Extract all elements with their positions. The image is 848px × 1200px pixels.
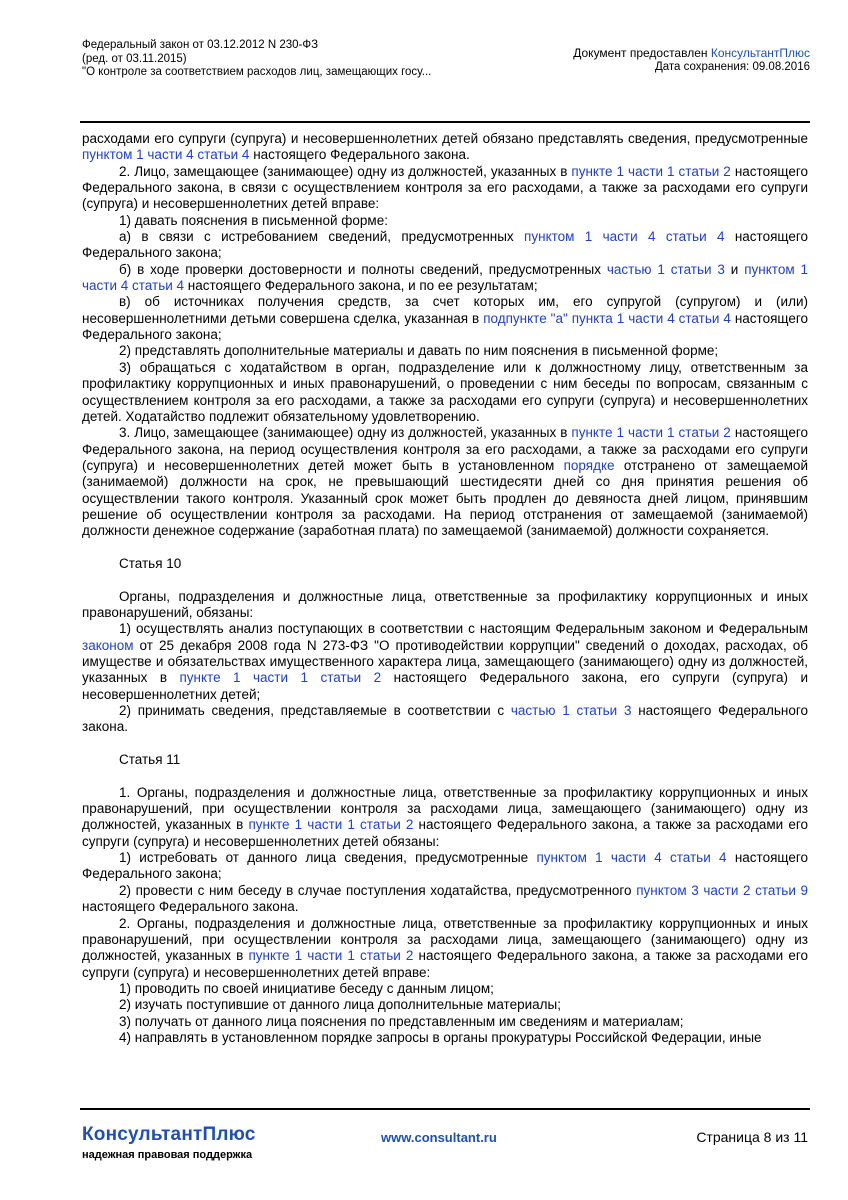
footer-brand-block [82,1124,256,1161]
paragraph: 1. Органы, подразделения и должностные лица, ответственные за профилактику коррупционных и иных правонарушений, при осуществлении контроля за расходами лица, замещающего (занимающего) одну из должностей, указанных в пункте 1 части 1 статьи 2 настоящего Федерального закона, а также за расходами его супруги (супруга) и несовершеннолетних детей обязаны: [82,784,808,849]
document-header-left [82,39,431,80]
document-header-right [573,46,810,74]
header-divider [80,121,810,123]
paragraph: 2) принимать сведения, представляемые в соответствии с частью 1 статьи 3 настоящего Федерального закона. [82,703,808,735]
footer-website-link[interactable]: www.consultant.ru [381,1130,497,1145]
cross-reference-link[interactable]: частью 1 статьи 3 [606,261,725,277]
law-title-line: Федеральный закон от 03.12.2012 N 230-ФЗ [82,39,319,51]
paragraph: 3) обращаться с ходатайством в орган, подразделение или к должностному лицу, ответственным за профилактику коррупционных и иных правонарушений, о проведении с ним беседы по вопросам, связанным с осуществлением контроля за его расходами, а также за расходами его супруги (супруга) и несовершеннолетних детей. Ходатайство подлежит обязательному удовлетворению. [82,359,808,424]
article-11-heading: Статья 11 [119,752,181,768]
paragraph: б) в ходе проверки достоверности и полноты сведений, предусмотренных частью 1 статьи 3 и пунктом 1 части 4 статьи 4 настоящего Федерального закона, и по ее результатам; [82,261,808,294]
law-edition-line: (ред. от 03.11.2015) [82,52,187,65]
page-number: Страница 8 из 11 [696,1129,808,1145]
paragraph: 2) изучать поступившие от данного лица дополнительные материалы; [119,997,561,1013]
footer-brand-logo: КонсультантПлюс [82,1124,256,1145]
cross-reference-link[interactable]: пунктом 3 части 2 статьи 9 [636,882,808,898]
paragraph: 2) представлять дополнительные материалы и давать по ним пояснения в письменной форме; [119,343,719,359]
paragraph: а) в связи с истребованием сведений, предусмотренных пунктом 1 части 4 статьи 4 настоящего Федерального закона; [82,229,808,261]
cross-reference-link[interactable]: пункте 1 части 1 статьи 2 [571,425,731,441]
cross-reference-link[interactable]: подпункте "а" пункта 1 части 4 статьи 4 [483,310,731,326]
cross-reference-link[interactable]: пункте 1 части 1 статьи 2 [248,948,414,964]
paragraph: 2. Органы, подразделения и должностные лица, ответственные за профилактику коррупционных и иных правонарушений, при осуществлении контроля за расходами лица, замещающего (занимающего) одну из должностей, указанных в пункте 1 части 1 статьи 2 настоящего Федерального закона, а также за расходами его супруги (супруга) и несовершеннолетних детей вправе: [82,915,808,980]
paragraph: 1) осуществлять анализ поступающих в соответствии с настоящим Федеральным законом и Федеральным законом от 25 декабря 2008 года N 273-ФЗ "О противодействии коррупции" сведений о доходах, расходах, об имуществе и обязательствах имущественного характера лица, замещающего (занимающего) одну из должностей, указанных в пункте 1 части 1 статьи 2 настоящего Федерального закона, его супруги (супруга) и несовершеннолетних детей; [82,621,808,702]
paragraph: Органы, подразделения и должностные лица, ответственные за профилактику коррупционных и иных правонарушений, обязаны: [82,588,808,620]
cross-reference-link[interactable]: пунктом 1 части 4 статьи 4 [82,261,808,294]
paragraph: 1) истребовать от данного лица сведения, предусмотренные пунктом 1 части 4 статьи 4 настоящего Федерального закона; [82,850,808,882]
cross-reference-link[interactable]: частью 1 статьи 3 [510,703,632,719]
cross-reference-link[interactable]: пунктом 1 части 4 статьи 4 [524,229,725,245]
paragraph: 3) получать от данного лица пояснения по представленным им сведениям и материалам; [119,1013,684,1029]
paragraph: 3. Лицо, замещающее (занимающее) одну из должностей, указанных в пункте 1 части 1 статьи 2 настоящего Федерального закона, на период осуществления контроля за его расходами, а также за расходами его супруги (супруга) и несовершеннолетних детей может быть в установленном порядке отстранено от замещаемой (занимаемой) должности на срок, не превышающий шестидесяти дней со дня принятия решения об осуществлении такого контроля. Указанный срок может быть продлен до девяноста дней лицом, принявшим решение об осуществлении контроля за расходами. На период отстранения от замещаемой (занимаемой) должности денежное содержание (заработная плата) по замещаемой (занимаемой) должности сохраняется. [82,425,808,539]
paragraph: расходами его супруги (супруга) и несовершеннолетних детей обязано представлять сведения, предусмотренные пунктом 1 части 4 статьи 4 настоящего Федерального закона. [82,131,808,163]
paragraph: 1) давать пояснения в письменной форме: [119,212,388,228]
cross-reference-link[interactable]: порядке [563,457,615,473]
footer-tagline: надежная правовая поддержка [82,1149,253,1161]
paragraph: 1) проводить по своей инициативе беседу с данным лицом; [119,980,494,996]
paragraph: 4) направлять в установленном порядке запросы в органы прокуратуры Российской Федерации, иные [119,1029,762,1045]
paragraph: в) об источниках получения средств, за счет которых им, его супругой (супругом) и (или) несовершеннолетними детьми совершена сделка, указанная в подпункте "а" пункта 1 части 4 статьи 4 настоящего Федерального закона; [82,294,808,343]
cross-reference-link[interactable]: пункте 1 части 1 статьи 2 [571,163,731,179]
paragraph: 2) провести с ним беседу в случае поступления ходатайства, предусмотренного пунктом 3 части 2 статьи 9 настоящего Федерального закона. [82,882,808,915]
cross-reference-link[interactable]: пунктом 1 части 4 статьи 4 [82,147,250,163]
cross-reference-link[interactable]: законом [82,637,134,653]
cross-reference-link[interactable]: пунктом 1 части 4 статьи 4 [536,850,727,866]
provided-by-prefix: Документ предоставлен [573,46,711,60]
document-body [82,131,808,1046]
provided-by-brand: КонсультантПлюс [710,46,810,60]
footer-divider [80,1108,810,1110]
save-date: Дата сохранения: 09.08.2016 [654,61,810,73]
cross-reference-link[interactable]: пункте 1 части 1 статьи 2 [248,817,414,833]
law-subject-line: "О контроле за соответствием расходов лиц, замещающих госу... [82,66,432,78]
paragraph: 2. Лицо, замещающее (занимающее) одну из должностей, указанных в пункте 1 части 1 статьи 2 настоящего Федерального закона, в связи с осуществлением контроля за его расходами, а также за расходами его супруги (супруга) и несовершеннолетних детей вправе: [82,163,808,212]
article-10-heading: Статья 10 [119,555,182,571]
provided-by-line [573,46,810,60]
cross-reference-link[interactable]: пункте 1 части 1 статьи 2 [179,670,382,686]
